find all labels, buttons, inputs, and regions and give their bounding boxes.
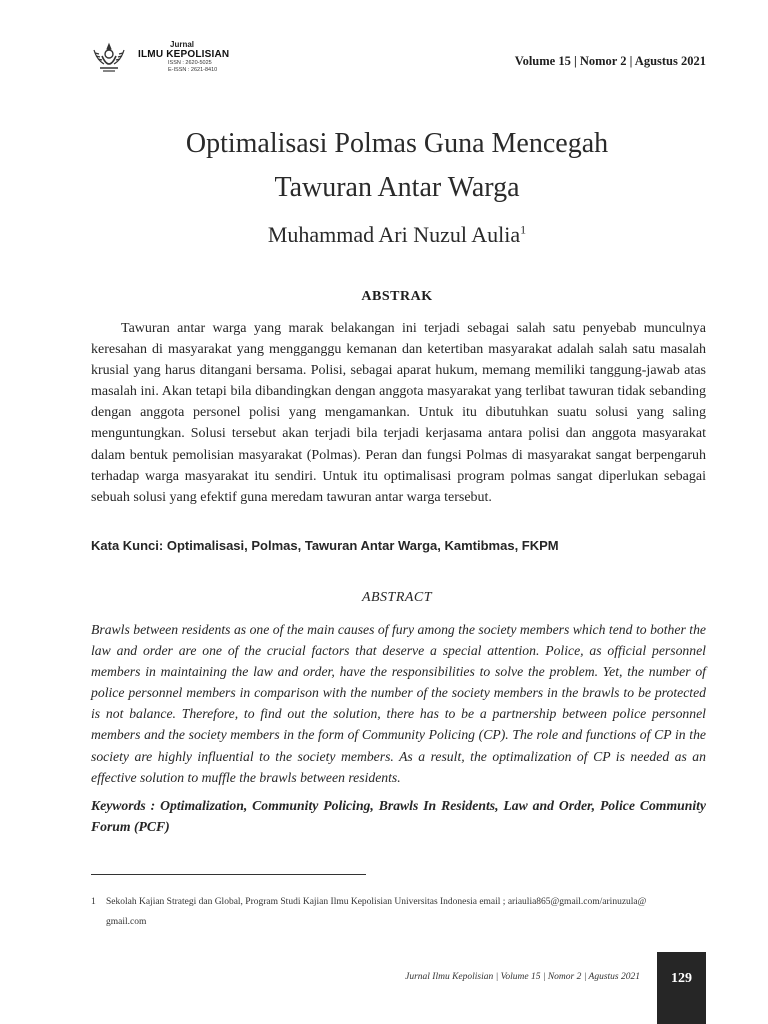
eissn: E-ISSN : 2621-8410 (168, 66, 218, 73)
author-name (0, 222, 768, 248)
abstrak-heading: ABSTRAK (361, 289, 433, 304)
abstract-body: Brawls between residents as one of the main causes of fury among the society members which tend to bother the law and order are one of the crucial factors that deserve a special attention. Police, as official personnel members in maintaining the law and order, have the responsibilities to solve the problem. Yet, the number of police personnel members in comparison with the number of the society members in the brawls to be protected is not balance. Therefore, to find out the solution, there has to be a partnership between police personnel members and the society members in the form of Community Policing (CP). The role and functions of CP in the society are highly influential to the society members. As a result, the optimalization of CP is needed as an effective solution to muffle the brawls between residents. (91, 622, 706, 785)
footnote (91, 892, 706, 932)
volume-info: Volume 15 | Nomor 2 | Agustus 2021 (514, 54, 706, 68)
footer-journal-ref: Jurnal Ilmu Kepolisian | Volume 15 | Nomor 2 | Agustus 2021 (405, 972, 640, 982)
page-header (92, 38, 706, 78)
journal-masthead (138, 40, 229, 73)
abstract-heading: ABSTRACT (361, 590, 433, 605)
abstrak-body: Tawuran antar warga yang marak belakangan ini terjadi sebagai salah satu penyebab munculnya keresahan di masyarakat yang mengganggu kemanan dan ketertiban masyarakat adalah salah satu masalah krusial yang harus ditangani bersama. Polisi, sebagai aparat hukum, memang memiliki tanggung-jawab atas masalah ini. Akan tetapi bila dibandingkan dengan anggota masyarakat yang terlibat tawuran tidak sebanding dengan anggota personel polisi yang mengamankan. Untuk itu dibutuhkan suatu solusi yang saling menguntungkan. Solusi tersebut akan terjadi bila terjadi kerjasama antara polisi dan anggota masyarakat dalam bentuk pemolisian masyarakat (Polmas). Peran dan fungsi Polmas di masyarakat sangat berpengaruh terhadap warga masyarakat itu sendiri. Untuk itu optimalisasi program polmas sangat diperlukan sebagai sebuah solusi yang efektif guna meredam tawuran antar warga tersebut. (91, 321, 706, 505)
author-text: Muhammad Ari Nuzul Aulia (267, 222, 521, 247)
footnote-divider (91, 874, 366, 875)
footnote-line-2: gmail.com (106, 917, 147, 927)
police-emblem-icon (92, 42, 126, 74)
keywords: Keywords : Optimalization, Community Policing, Brawls In Residents, Law and Order, Police Community Forum (PCF) (91, 798, 706, 834)
page-number: 129 (671, 971, 692, 986)
journal-label: Jurnal (170, 40, 195, 49)
page-number-box (657, 952, 706, 1024)
journal-name: ILMU KEPOLISIAN (138, 49, 230, 60)
kata-kunci: Kata Kunci: Optimalisasi, Polmas, Tawuran Antar Warga, Kamtibmas, FKPM (91, 538, 559, 553)
author-footnote-mark: 1 (520, 222, 527, 237)
footnote-line-1: Sekolah Kajian Strategi dan Global, Program Studi Kajian Ilmu Kepolisian Universitas Indonesia email ; ariaulia865@gmail.com/arinuzula@ (106, 897, 647, 907)
issn: ISSN : 2620-5025 (168, 60, 212, 66)
title-line-1: Optimalisasi Polmas Guna Mencegah (185, 128, 609, 159)
footnote-number: 1 (91, 897, 96, 907)
article-title (0, 122, 768, 210)
title-line-2: Tawuran Antar Warga (274, 172, 520, 203)
